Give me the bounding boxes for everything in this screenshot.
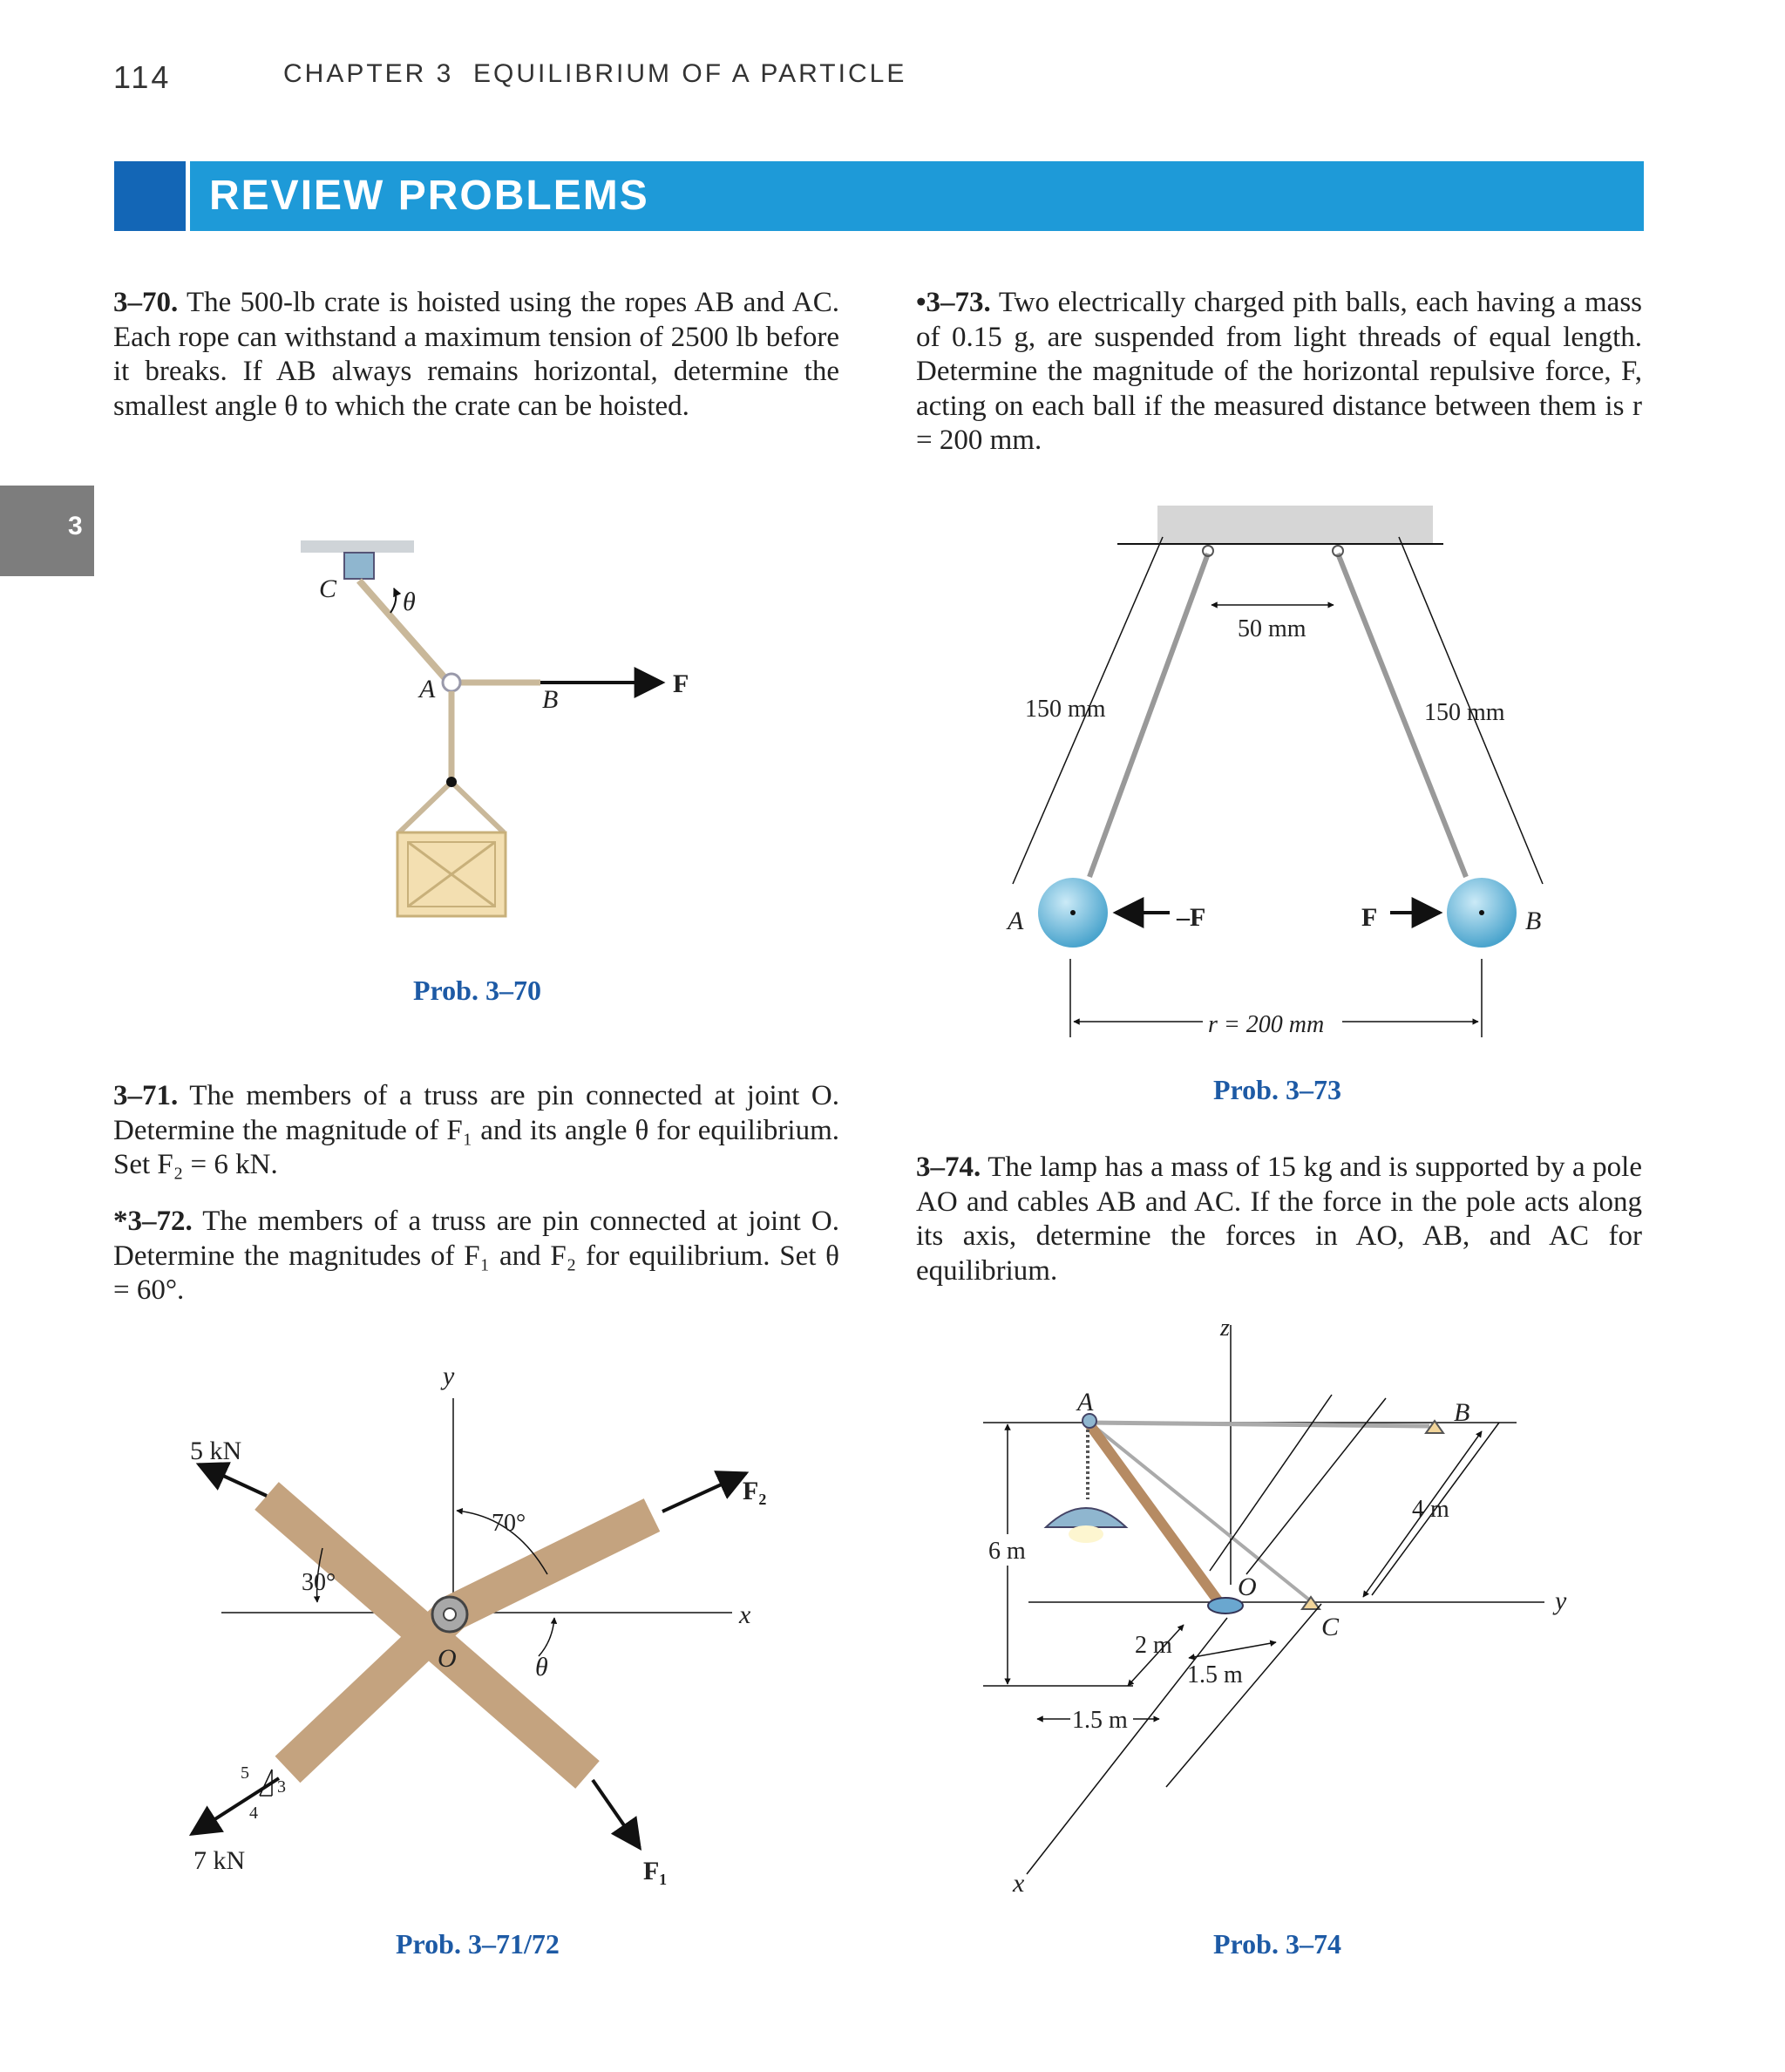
label-c: C bbox=[1321, 1613, 1340, 1641]
figure-caption-3-71-72: Prob. 3–71/72 bbox=[396, 1928, 560, 1960]
label-b: B bbox=[542, 685, 559, 714]
problem-number: •3–73. bbox=[916, 287, 991, 318]
figure-3-74 bbox=[983, 1315, 1567, 1898]
label-x: x bbox=[739, 1600, 751, 1629]
pin-hole bbox=[444, 1608, 456, 1620]
force-f1-arrow bbox=[593, 1780, 640, 1848]
label-a: A bbox=[419, 675, 436, 703]
member-right bbox=[453, 1515, 652, 1613]
label-6m: 6 m bbox=[988, 1538, 1026, 1565]
problem-text: The members of a truss are pin connected at joint O. Determine the magnitude of F₁ and its angle θ for equilibrium. Set F₂ = 6 kN. bbox=[113, 1080, 840, 1180]
theta-arc bbox=[390, 588, 396, 613]
figure-caption-3-74: Prob. 3–74 bbox=[1213, 1928, 1341, 1960]
label-y: y bbox=[443, 1362, 455, 1390]
label-150mm-right: 150 mm bbox=[1424, 699, 1505, 726]
chapter-tab-number: 3 bbox=[68, 512, 83, 540]
chapter-title: EQUILIBRIUM OF A PARTICLE bbox=[473, 59, 907, 88]
force-7kn-arrow bbox=[192, 1778, 279, 1834]
problem-text: Two electrically charged pith balls, each having a mass of 0.15 g, are suspended from light threads of equal length. Determine the magnitude of the horizontal repulsive force, F, acting on each ball if the measured distance between them is r = 200 mm. bbox=[916, 287, 1643, 456]
label-neg-f: –F bbox=[1177, 903, 1206, 932]
problem-text: The members of a truss are pin connected at joint O. Determine the magnitudes of F₁ and F₂ for equilibrium. Set θ = 60°. bbox=[113, 1206, 840, 1306]
label-a: A bbox=[1077, 1388, 1094, 1416]
problem-text: The lamp has a mass of 15 kg and is supported by a pole AO and cables AB and AC. If the force in the pole acts along its axis, determine the forces in AO, AB, and AC for equilibrium. bbox=[916, 1151, 1642, 1287]
sling-right bbox=[451, 782, 504, 832]
force-f2-arrow bbox=[662, 1473, 746, 1512]
figure-caption-3-70: Prob. 3–70 bbox=[413, 975, 541, 1006]
label-1-5m-right: 1.5 m bbox=[1187, 1661, 1243, 1688]
label-theta: θ bbox=[403, 588, 416, 616]
problem-number: *3–72. bbox=[113, 1206, 193, 1237]
label-y: y bbox=[1555, 1586, 1567, 1615]
label-z: z bbox=[1220, 1315, 1230, 1342]
figure-3-73 bbox=[1006, 506, 1543, 1038]
ceiling-block bbox=[1157, 506, 1433, 544]
label-70deg: 70° bbox=[492, 1510, 526, 1537]
label-b: B bbox=[1454, 1398, 1470, 1427]
figure-3-70 bbox=[301, 540, 689, 916]
label-slope-5: 5 bbox=[241, 1763, 249, 1783]
page-number: 114 bbox=[113, 59, 172, 95]
label-slope-4: 4 bbox=[249, 1804, 258, 1823]
label-f2: F₂ bbox=[743, 1477, 767, 1505]
lamp-shade bbox=[1046, 1508, 1126, 1527]
lamp-bulb bbox=[1069, 1525, 1103, 1543]
label-30deg: 30° bbox=[302, 1569, 336, 1596]
crate bbox=[397, 832, 506, 916]
member-lower-left bbox=[288, 1613, 453, 1770]
ceiling-bracket bbox=[344, 553, 374, 579]
problem-number: 3–71. bbox=[113, 1080, 179, 1111]
problem-text: The 500-lb crate is hoisted using the ropes AB and AC. Each rope can withstand a maximum tension of 2500 lb before it breaks. If AB always remains horizontal, determine the smallest angle θ to which the crate can be hoisted. bbox=[113, 287, 839, 422]
label-7kn: 7 kN bbox=[193, 1846, 246, 1875]
label-50mm: 50 mm bbox=[1238, 615, 1307, 642]
label-a: A bbox=[1008, 907, 1024, 935]
label-f: F bbox=[673, 669, 689, 698]
label-b: B bbox=[1525, 907, 1542, 935]
label-150mm-left: 150 mm bbox=[1025, 696, 1106, 723]
ceiling-plate bbox=[301, 540, 414, 553]
label-x: x bbox=[1013, 1869, 1025, 1898]
grid-line-4 bbox=[1166, 1604, 1321, 1787]
ring-a bbox=[443, 674, 460, 691]
force-5kn-arrow bbox=[199, 1464, 267, 1496]
label-f: F bbox=[1361, 903, 1378, 932]
sling-left bbox=[399, 782, 451, 832]
label-4m: 4 m bbox=[1412, 1496, 1449, 1523]
label-theta: θ bbox=[535, 1653, 548, 1681]
problem-number: 3–70. bbox=[113, 287, 179, 318]
chapter-label: CHAPTER 3 bbox=[283, 59, 454, 88]
label-r: r = 200 mm bbox=[1208, 1011, 1325, 1038]
label-o: O bbox=[438, 1644, 457, 1673]
support-c bbox=[1302, 1597, 1320, 1609]
label-1-5m-bottom: 1.5 m bbox=[1072, 1707, 1128, 1734]
thread-a bbox=[1089, 554, 1208, 877]
problem-number: 3–74. bbox=[916, 1151, 981, 1183]
figure-caption-3-73: Prob. 3–73 bbox=[1213, 1074, 1341, 1105]
section-title: REVIEW PROBLEMS bbox=[209, 173, 649, 219]
label-f1: F₁ bbox=[643, 1857, 668, 1885]
figure-3-71-72 bbox=[190, 1362, 766, 1885]
ball-a-center bbox=[1070, 910, 1076, 915]
label-2m: 2 m bbox=[1135, 1632, 1172, 1659]
label-5kn: 5 kN bbox=[190, 1437, 242, 1465]
sling-knot bbox=[446, 777, 457, 787]
angle-theta-arc bbox=[539, 1618, 554, 1656]
label-c: C bbox=[319, 574, 337, 603]
ball-b-center bbox=[1479, 910, 1484, 915]
label-slope-3: 3 bbox=[277, 1777, 286, 1797]
label-o: O bbox=[1238, 1573, 1257, 1601]
